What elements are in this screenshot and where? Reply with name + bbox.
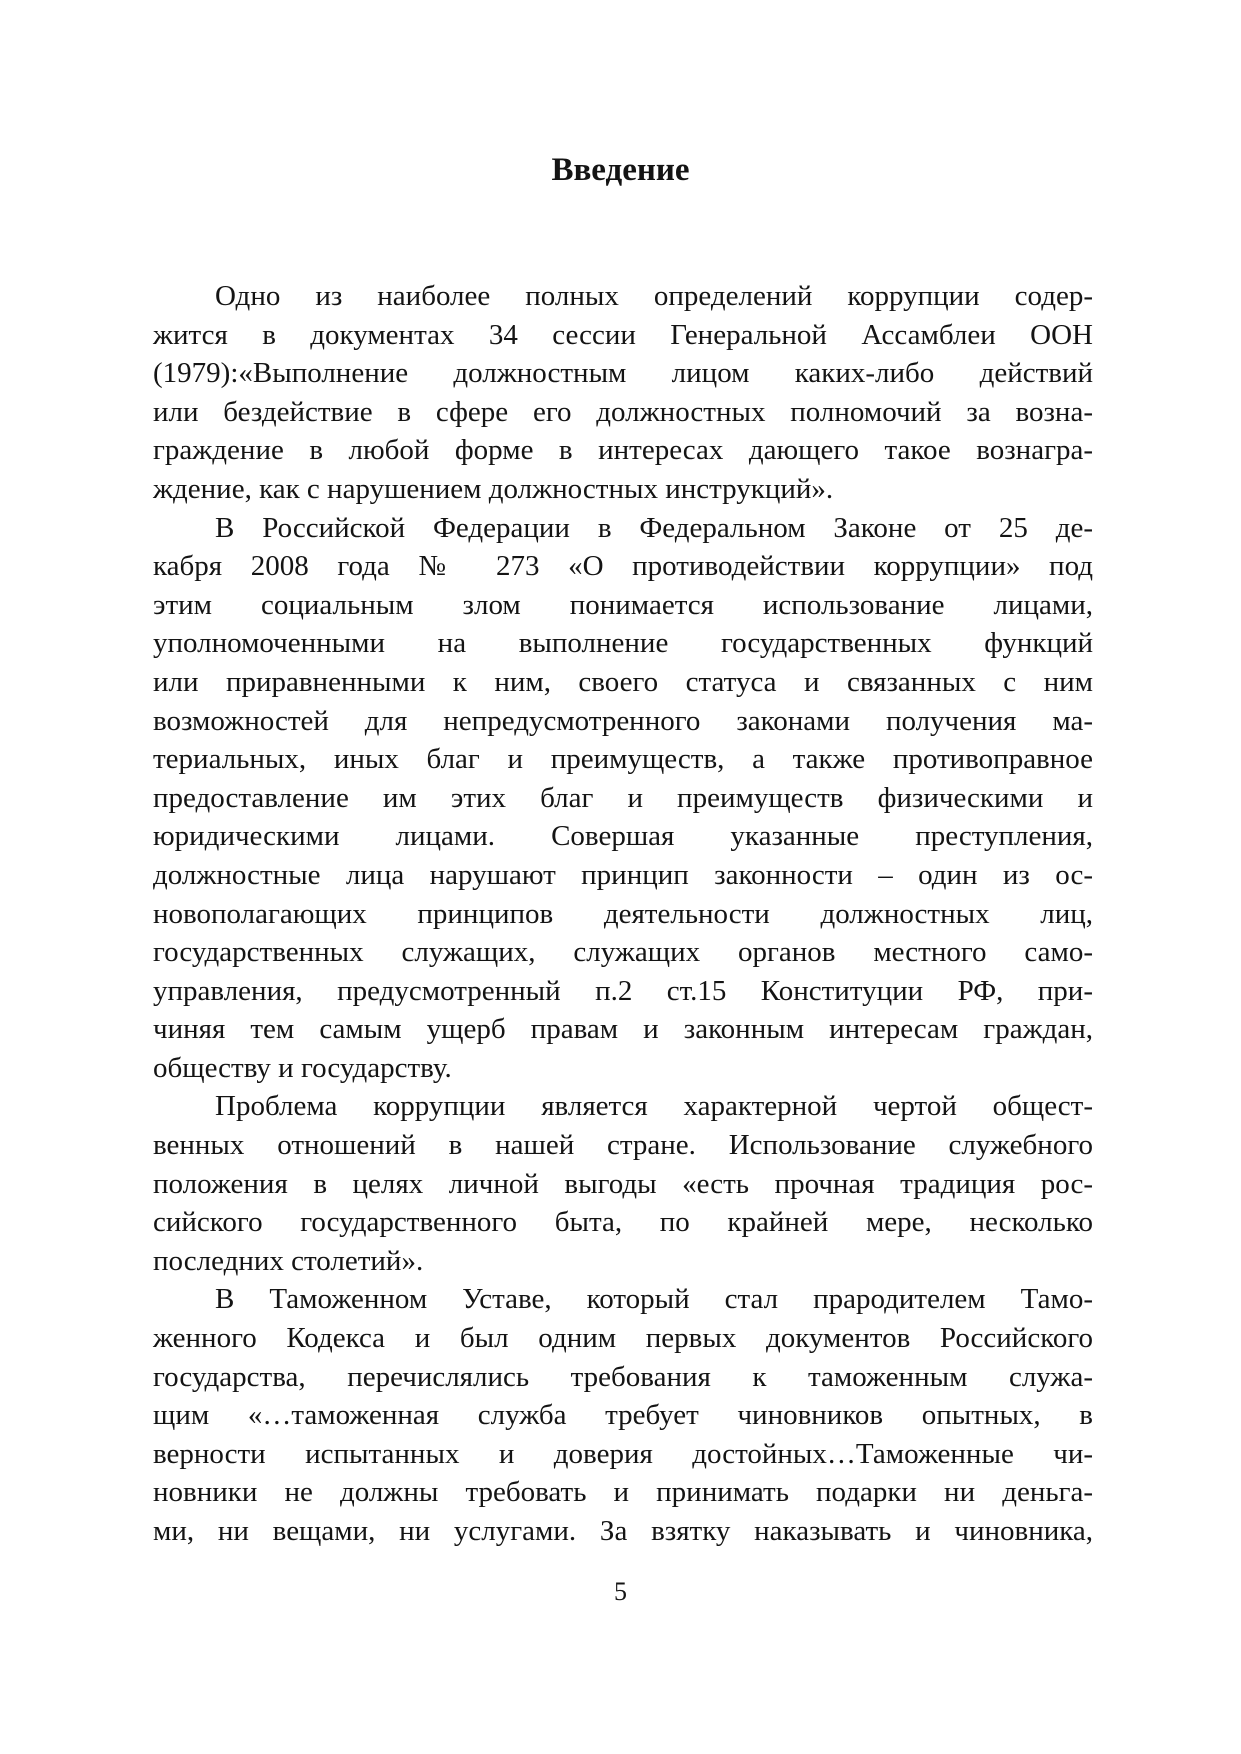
text-line: (1979):«Выполнение должностным лицом каких-либо действий bbox=[153, 357, 1093, 390]
text-line: новники не должны требовать и принимать подарки ни деньга- bbox=[153, 1476, 1093, 1509]
text-line: В Российской Федерации в Федеральном Законе от 25 де- bbox=[215, 511, 1093, 544]
text-line: уполномоченными на выполнение государственных функций bbox=[153, 627, 1093, 660]
text-line: последних столетий». bbox=[153, 1244, 424, 1277]
text-line: чиняя тем самым ущерб правам и законным интересам граждан, bbox=[153, 1013, 1093, 1046]
text-line: ми, ни вещами, ни услугами. За взятку наказывать и чиновника, bbox=[153, 1515, 1093, 1547]
text-line: или бездействие в сфере его должностных полномочий за возна- bbox=[153, 395, 1093, 428]
text-line: Проблема коррупции является характерной чертой общест- bbox=[215, 1090, 1093, 1123]
text-line: кабря 2008 года № 273 «О противодействии коррупции» под bbox=[153, 550, 1093, 583]
body-text bbox=[153, 277, 1093, 1551]
text-line: Одно из наиболее полных определений коррупции содер- bbox=[215, 280, 1093, 312]
text-line: женного Кодекса и был одним первых документов Российского bbox=[153, 1322, 1093, 1355]
text-line: новополагающих принципов деятельности должностных лиц, bbox=[153, 897, 1093, 930]
text-line: или приравненными к ним, своего статуса и связанных с ним bbox=[153, 665, 1093, 698]
text-line: положения в целях личной выгоды «есть прочная традиция рос- bbox=[153, 1167, 1093, 1200]
text-line: щим «…таможенная служба требует чиновников опытных, в bbox=[153, 1399, 1093, 1432]
text-line: юридическими лицами. Совершая указанные преступления, bbox=[153, 820, 1093, 853]
text-line: государственных служащих, служащих органов местного само- bbox=[153, 936, 1093, 969]
text-line: предоставление им этих благ и преимуществ физическими и bbox=[153, 781, 1093, 814]
text-line: В Таможенном Уставе, который стал прародителем Тамо- bbox=[215, 1283, 1093, 1316]
text-line: жится в документах 34 сессии Генеральной Ассамблеи ООН bbox=[153, 318, 1093, 351]
text-line: государства, перечислялись требования к таможенным служа- bbox=[153, 1360, 1093, 1393]
text-line: сийского государственного быта, по крайней мере, несколько bbox=[153, 1206, 1093, 1239]
text-line: верности испытанных и доверия достойных…Таможенные чи- bbox=[153, 1437, 1093, 1470]
text-line: должностные лица нарушают принцип законности – один из ос- bbox=[153, 858, 1093, 891]
page-title: Введение bbox=[551, 152, 690, 188]
text-line: ждение, как с нарушением должностных инструкций». bbox=[153, 472, 834, 505]
text-line: териальных, иных благ и преимуществ, а также противоправное bbox=[153, 743, 1093, 776]
text-line: управления, предусмотренный п.2 ст.15 Конституции РФ, при- bbox=[153, 974, 1093, 1007]
page-number: 5 bbox=[614, 1577, 627, 1606]
text-line: обществу и государству. bbox=[153, 1051, 452, 1084]
text-line: этим социальным злом понимается использование лицами, bbox=[153, 588, 1093, 621]
text-line: граждение в любой форме в интересах дающего такое вознагра- bbox=[153, 434, 1093, 467]
text-line: возможностей для непредусмотренного законами получения ма- bbox=[153, 704, 1093, 737]
text-line: венных отношений в нашей стране. Использование служебного bbox=[153, 1129, 1093, 1162]
